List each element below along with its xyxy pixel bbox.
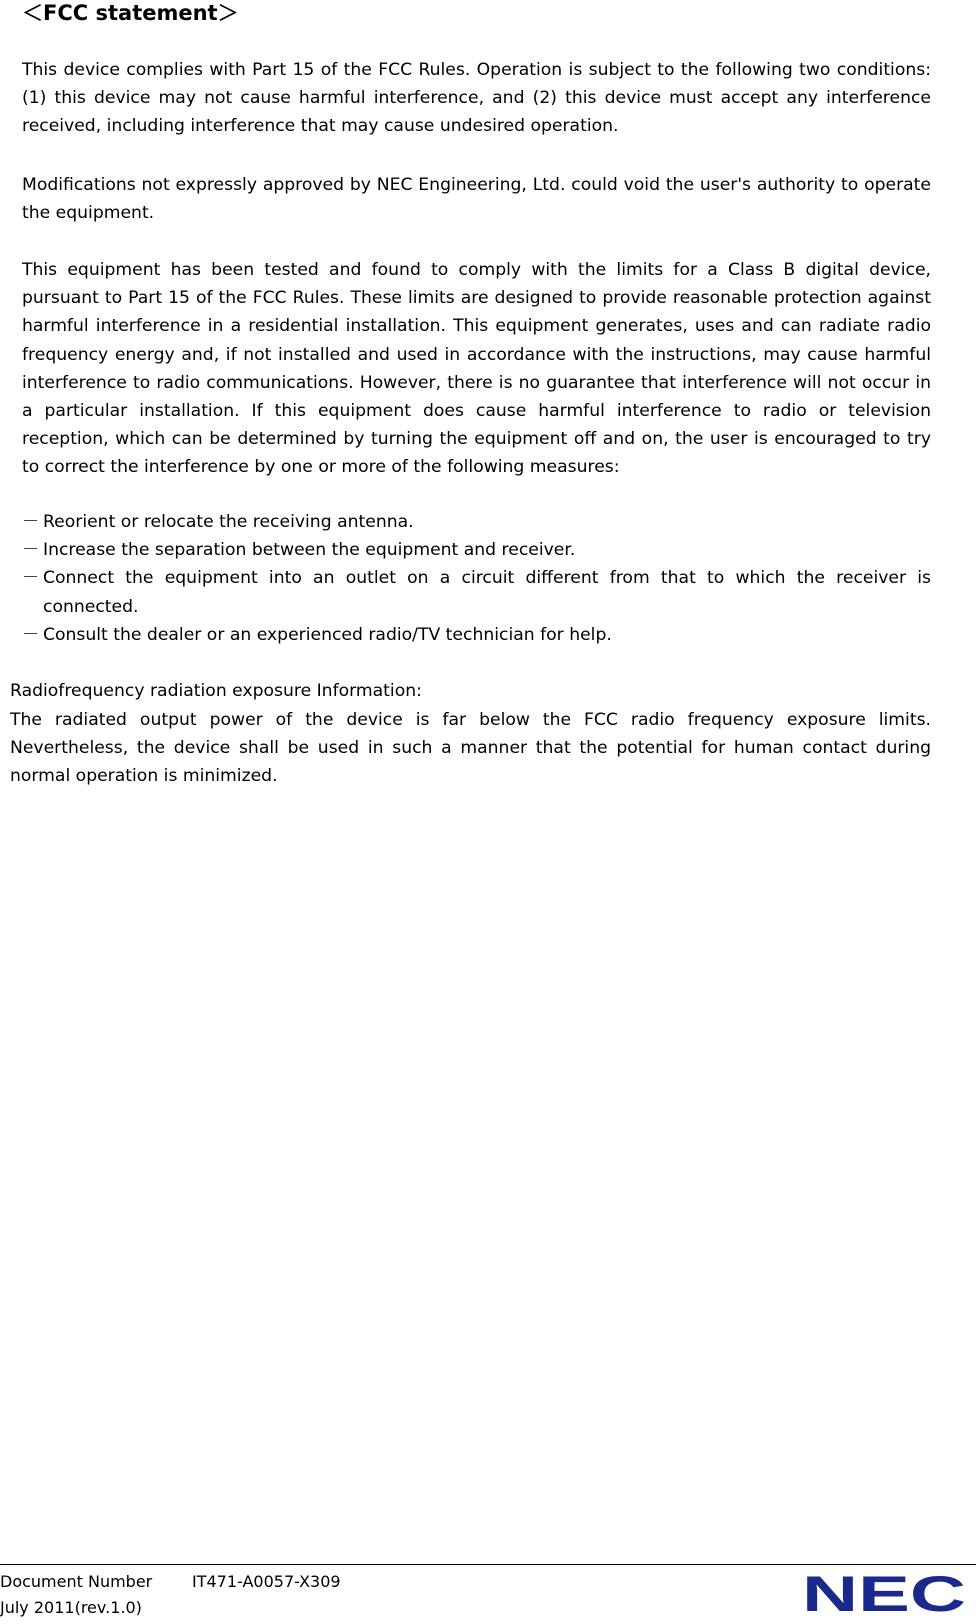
list-item xyxy=(22,508,931,536)
class-b-paragraph: This equipment has been tested and found to comply with the limits for a Class B digital device, pursuant to Part 15 of the FCC Rules. These limits are designed to provide reasonable protection against harmful interference in a residential installation. This equipment generates, uses and can radiate radio frequency energy and, if not installed and used in accordance with the instructions, may cause harmful interference to radio communications. However, there is no guarantee that interference will not occur in a particular installation. If this equipment does cause harmful interference to radio or television reception, which can be determined by turning the equipment off and on, the user is encouraged to try to correct the interference by one or more of the following measures: xyxy=(22,260,931,478)
footer-divider xyxy=(0,1564,976,1565)
list-item xyxy=(22,621,931,649)
dash-bullet: － xyxy=(22,568,40,589)
document-number-value: IT471-A0057-X309 xyxy=(192,1572,341,1591)
svg-text:NEC: NEC xyxy=(802,1571,966,1615)
measure-text: Increase the separation between the equipment and receiver. xyxy=(43,540,576,561)
measure-text: Reorient or relocate the receiving antenna. xyxy=(43,512,414,532)
revision-date: July 2011(rev.1.0) xyxy=(0,1598,142,1617)
document-number-label: Document Number xyxy=(0,1572,153,1591)
dash-bullet: － xyxy=(22,540,40,561)
dash-bullet: － xyxy=(22,512,40,532)
list-item xyxy=(22,536,931,564)
rf-exposure-heading: Radiofrequency radiation exposure Information: xyxy=(10,681,422,701)
list-item xyxy=(22,564,931,620)
rf-exposure-paragraph: The radiated output power of the device is far below the FCC radio frequency exposure limits. Nevertheless, the device shall be used in such a manner that the potential for human contact during normal operation is minimized. xyxy=(10,710,931,787)
compliance-paragraph: This device complies with Part 15 of the FCC Rules. Operation is subject to the following two conditions: (1) this device may not cause harmful interference, and (2) this device must accept any interference received, including interference that may cause undesired operation. xyxy=(22,60,931,137)
dash-bullet: － xyxy=(22,624,40,645)
measure-text: Connect the equipment into an outlet on a circuit different from that to which the receiver is connected. xyxy=(43,568,931,617)
measures-list xyxy=(22,508,931,649)
nec-logo xyxy=(800,1571,968,1615)
page-title: ＜FCC statement＞ xyxy=(22,1,239,25)
modifications-paragraph: Modifications not expressly approved by NEC Engineering, Ltd. could void the user's authority to operate the equipment. xyxy=(22,175,931,224)
measure-text: Consult the dealer or an experienced radio/TV technician for help. xyxy=(43,624,612,645)
